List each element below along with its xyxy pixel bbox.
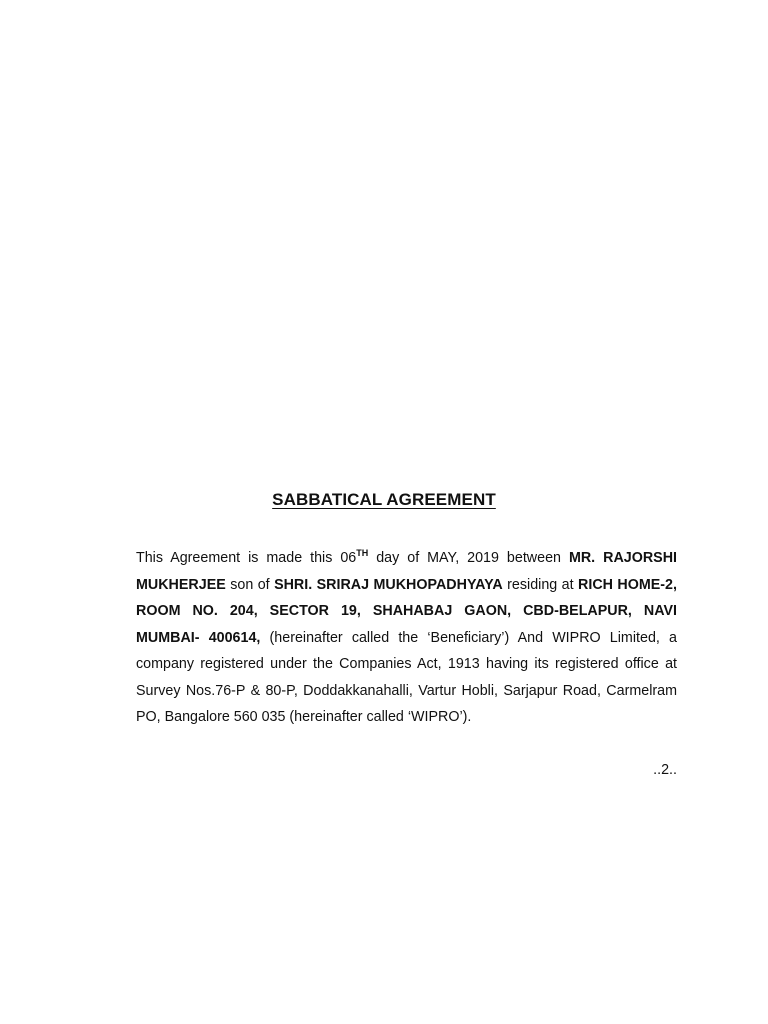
document-title: SABBATICAL AGREEMENT <box>272 490 496 509</box>
page-continuation-marker: ..2.. <box>653 762 677 778</box>
date-superscript: TH <box>356 548 369 558</box>
beneficiary-name: MR. RAJORSHI MUKHERJEE <box>136 550 678 593</box>
paragraph-text-1: This Agreement is made this 06 <box>136 550 357 566</box>
agreement-paragraph <box>136 545 677 731</box>
paragraph-text-2: day of MAY, 2019 between <box>368 550 569 566</box>
father-name: SHRI. SRIRAJ MUKHOPADHYAYA <box>274 576 503 593</box>
paragraph-text-5: (hereinafter called the ‘Beneficiary’) And WIPRO Limited, a company registered under the Companies Act, 1913 having its registered office at Survey Nos.76-P & 80-P, Doddakkanahalli, Vartur Hobli, Sarjapur Road, Carmelram PO, Bangalore 560 035 (hereinafter called ‘WIPRO’). <box>136 629 677 725</box>
paragraph-text-4: residing at <box>502 576 579 593</box>
paragraph-text-3: son of <box>225 576 275 593</box>
beneficiary-address: RICH HOME-2, ROOM NO. 204, SECTOR 19, SHAHABAJ GAON, CBD-BELAPUR, NAVI MUMBAI- 400614, <box>136 576 677 646</box>
